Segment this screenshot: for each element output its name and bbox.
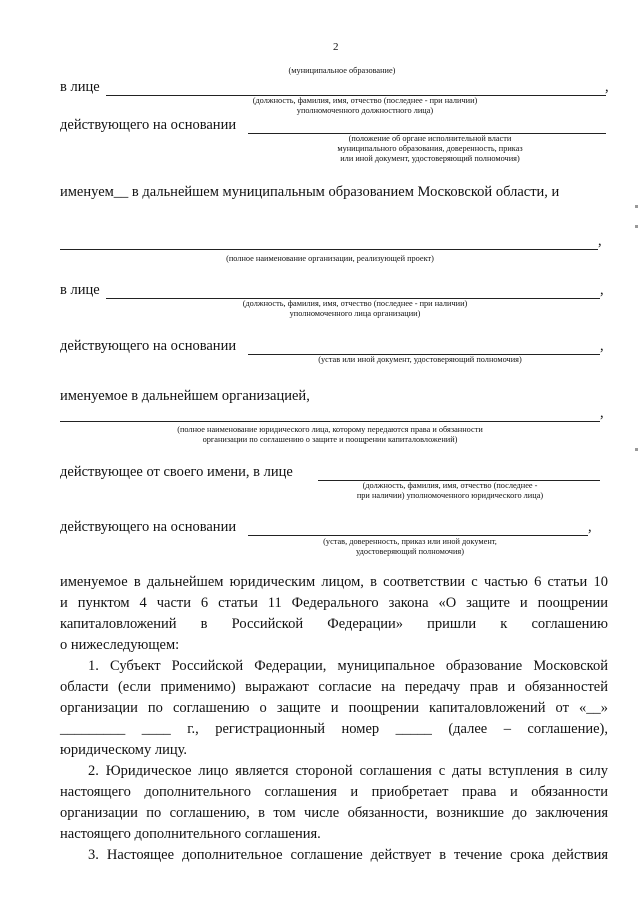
scan-mark xyxy=(635,205,638,208)
comma: , xyxy=(605,79,609,95)
comma: , xyxy=(600,282,604,298)
legal-entity-hint-2: организации по соглашению о защите и поощрении капиталовложений) xyxy=(202,435,458,444)
clause-1-line-4: _________ ____ г., регистрационный номер _____ (далее – соглашение), xyxy=(60,721,608,737)
org-representative-hint-2: уполномоченного лица организации) xyxy=(289,309,421,318)
legal-acting-basis-hint-1: (устав, доверенность, приказ или иной документ, xyxy=(323,537,497,546)
legal-entity-acting-label: действующее от своего имени, в лице xyxy=(60,464,293,480)
clause-1-line-2: области (если применимо) выражают согласие на передачу прав и обязанностей xyxy=(60,679,608,695)
clause-1-line-5: юридическому лицу. xyxy=(60,742,188,758)
comma: , xyxy=(600,405,604,421)
org-acting-basis-hint: (устав или иной документ, удостоверяющий полномочия) xyxy=(318,355,522,364)
comma: , xyxy=(588,519,592,535)
clause-2-line-1: 2. Юридическое лицо является стороной соглашения с даты вступления в силу xyxy=(88,763,608,779)
intro-line-1: именуемое в дальнейшем юридическим лицом, в соответствии с частью 6 статьи 10 xyxy=(60,574,608,590)
scan-mark xyxy=(635,225,638,228)
org-in-person-label: в лице xyxy=(60,282,100,298)
legal-acting-basis-label: действующего на основании xyxy=(60,519,237,535)
org-representative-hint-1: (должность, фамилия, имя, отчество (последнее - при наличии) xyxy=(242,299,468,308)
page-number: 2 xyxy=(333,41,339,53)
clause-2-line-3: организации по соглашению, в том числе обязанности, возникшие до заключения xyxy=(60,805,608,821)
intro-line-2: и пунктом 4 части 6 статьи 11 Федерального закона «О защите и поощрении xyxy=(60,595,608,611)
in-person-label: в лице xyxy=(60,79,100,95)
organization-name-line xyxy=(60,249,598,250)
comma: , xyxy=(600,338,604,354)
clause-1-line-1: 1. Субъект Российской Федерации, муниципальное образование Московской xyxy=(88,658,608,674)
acting-basis-hint-2: муниципального образования, доверенность, приказ xyxy=(337,144,523,153)
legal-representative-hint-1: (должность, фамилия, имя, отчество (последнее - xyxy=(362,481,538,490)
organization-name-hint: (полное наименование организации, реализующей проект) xyxy=(226,254,434,263)
named-organization-text: именуемое в дальнейшем организацией, xyxy=(60,388,310,404)
municipality-caption: (муниципальное образование) xyxy=(288,66,396,75)
acting-basis-hint-1: (положение об органе исполнительной власти xyxy=(348,134,512,143)
clause-1-line-3: организации по соглашению о защите и поощрении капиталовложений от «__» xyxy=(60,700,608,716)
named-municipality-text: именуем__ в дальнейшем муниципальным образованием Московской области, и xyxy=(60,184,560,200)
legal-entity-hint-1: (полное наименование юридического лица, которому передаются права и обязанности xyxy=(177,425,483,434)
clause-2-line-2: настоящего дополнительного соглашения и приобретает права и обязанности xyxy=(60,784,608,800)
legal-acting-basis-line xyxy=(248,535,588,536)
legal-representative-hint-2: при наличии) уполномоченного юридического лица) xyxy=(356,491,544,500)
legal-acting-basis-hint-2: удостоверяющий полномочия) xyxy=(355,547,465,556)
intro-line-4: о нижеследующем: xyxy=(60,637,180,653)
intro-line-3: капиталовложений в Российской Федерации» пришли к соглашению xyxy=(60,616,608,632)
clause-2-line-4: настоящего дополнительного соглашения. xyxy=(60,826,321,842)
clause-3-line-1: 3. Настоящее дополнительное соглашение действует в течение срока действия xyxy=(88,847,608,863)
scan-mark xyxy=(635,448,638,451)
official-hint-1: (должность, фамилия, имя, отчество (последнее - при наличии) xyxy=(252,96,478,105)
comma: , xyxy=(598,233,602,249)
official-hint-2: уполномоченного должностного лица) xyxy=(296,106,434,115)
legal-entity-line xyxy=(60,421,600,422)
acting-basis-label: действующего на основании xyxy=(60,117,237,133)
org-acting-basis-label: действующего на основании xyxy=(60,338,237,354)
acting-basis-hint-3: или иной документ, удостоверяющий полномочия) xyxy=(340,154,520,163)
